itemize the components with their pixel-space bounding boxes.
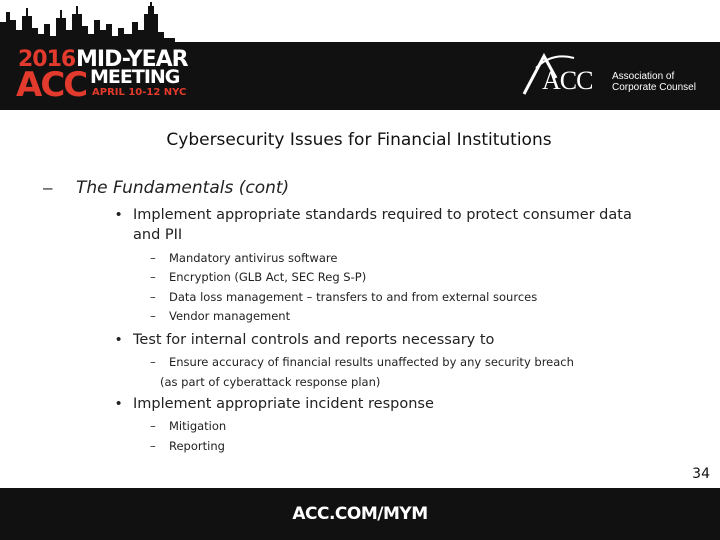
logo-dates: APRIL 10-12 NYC: [92, 87, 187, 98]
sub-dash: –: [150, 251, 156, 265]
logo-meeting: MEETING: [90, 66, 180, 88]
sub-dash: –: [150, 270, 156, 284]
header-banner: [0, 0, 720, 110]
bullet-1-text: Implement appropriate standards required to protect consumer data: [133, 207, 632, 223]
logo-year: 2016: [18, 47, 76, 72]
level1-dash: –: [43, 178, 53, 197]
bullet-1-text-cont: and PII: [133, 227, 183, 243]
acc-name: [612, 71, 712, 93]
sub-dash: –: [150, 290, 156, 304]
logo-mid-year: MID-YEAR: [76, 47, 188, 72]
sub-item-cont: (as part of cyberattack response plan): [160, 375, 381, 389]
sub-dash: –: [150, 309, 156, 323]
slide-title: Cybersecurity Issues for Financial Institutions: [166, 130, 552, 150]
mid-year-meeting-logo: [10, 46, 188, 106]
footer-url: ACC.COM/MYM: [292, 504, 428, 524]
acc-association-logo: [522, 48, 712, 108]
footer-band: [0, 488, 720, 540]
bullet-3-text: Implement appropriate incident response: [133, 396, 434, 412]
page-number: 34: [692, 466, 710, 482]
sub-item: Ensure accuracy of financial results unaffected by any security breach: [169, 355, 574, 369]
sub-dash: –: [150, 355, 156, 369]
sub-item: Mitigation: [169, 419, 227, 433]
bullet-2-text: Test for internal controls and reports necessary to: [133, 332, 495, 348]
sub-item: Reporting: [169, 439, 225, 453]
level1-heading: The Fundamentals (cont): [76, 178, 290, 198]
sub-item: Data loss management – transfers to and from external sources: [169, 290, 538, 304]
bullet-icon: •: [116, 331, 122, 348]
sub-dash: –: [150, 419, 156, 433]
sub-dash: –: [150, 439, 156, 453]
sub-item: Mandatory antivirus software: [169, 251, 338, 265]
sub-item: Encryption (GLB Act, SEC Reg S-P): [169, 270, 367, 284]
bullet-icon: •: [116, 395, 122, 412]
acc-letters: ACC: [542, 66, 593, 95]
acc-name-line1: Association of: [612, 71, 675, 82]
sub-item: Vendor management: [169, 309, 291, 323]
logo-acc: ACC: [16, 65, 87, 105]
acc-name-line2: Corporate Counsel: [612, 82, 696, 93]
bullet-icon: •: [116, 206, 122, 223]
